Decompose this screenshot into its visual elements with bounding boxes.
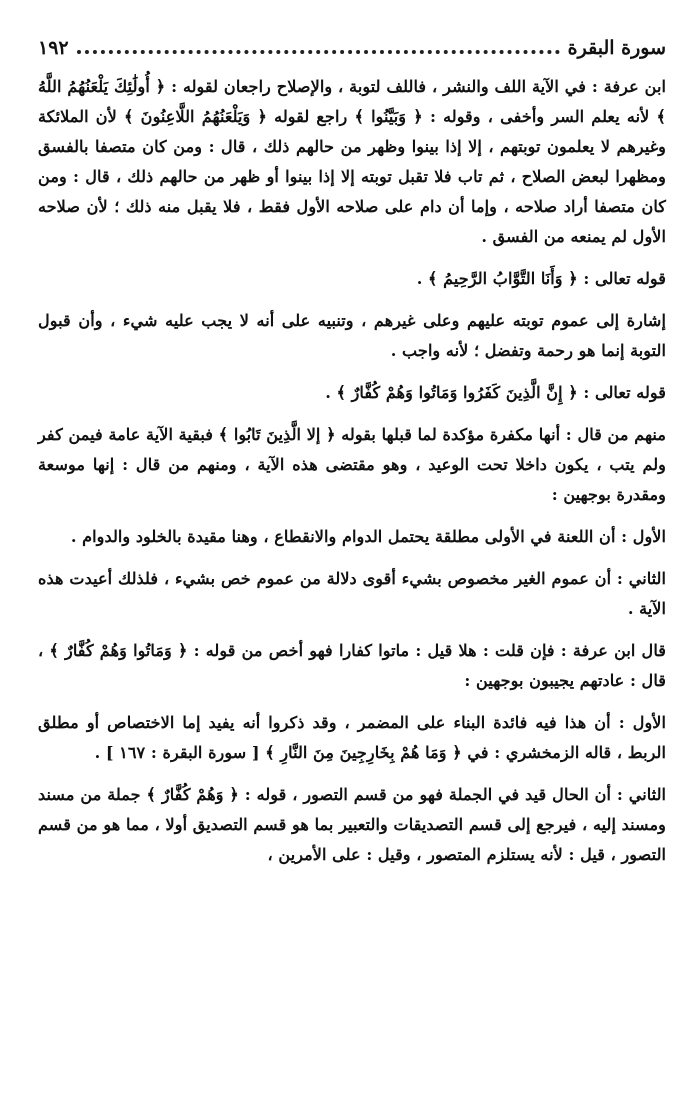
- page-header: [38, 34, 666, 62]
- paragraph: ابن عرفة : في الآية اللف والنشر ، فاللف لتوبة ، والإصلاح راجعان لقوله : ﴿ أُولَٰئِكَ يَلْعَنُهُمُ اللَّهُ ﴾ لأنه يعلم السر وأخفى ، وقوله : ﴿ وَبَيَّنُوا ﴾ راجع لقوله ﴿ وَيَلْعَنُهُمُ اللَّاعِنُونَ ﴾ لأن الملائكة وغيرهم لا يعلمون توبتهم ، إلا إذا بينوا وظهر من حالهم ذلك ، قال : ومن كان متصفا بالفسق ومظهرا لبعض الصلاح ، ثم تاب فلا تقبل توبته إلا إذا بينوا أو ظهر من حالهم ذلك ، قال : ومن كان متصفا أراد صلاحه ، وإما أن دام على صلاحه الأول فقط ، فلا يقبل منه ذلك ؛ لأن صلاحه الأول لم يمنعه من الفسق .: [38, 77, 666, 246]
- surah-title: سورة البقرة: [567, 37, 666, 59]
- paragraph: الأول : أن هذا فيه فائدة البناء على المضمر ، وقد ذكروا أنه يفيد إما الاختصاص أو مطلق الربط ، قاله الزمخشري : في ﴿ وَمَا هُمْ بِخَارِجِينَ مِنَ النَّارِ ﴾ [ سورة البقرة : ١٦٧ ] .: [38, 713, 666, 762]
- page-body: [38, 72, 666, 870]
- paragraph: الثاني : أن الحال قيد في الجملة فهو من قسم التصور ، قوله : ﴿ وَهُمْ كُفَّارٌ ﴾ جملة من مسند ومسند إليه ، فيرجع إلى قسم التصديقات والتعبير بما هو قسم التصديق أولا ، مما هو من قسم التصور ، قيل : لأنه يستلزم المتصور ، وقيل : على الأمرين ،: [38, 785, 666, 864]
- paragraph: الأول : أن اللعنة في الأولى مطلقة يحتمل الدوام والانقطاع ، وهنا مقيدة بالخلود والدوام .: [70, 527, 666, 546]
- paragraph: قال ابن عرفة : فإن قلت : هلا قيل : ماتوا كفارا فهو أخص من قوله : ﴿ وَمَاتُوا وَهُمْ كُفَّارٌ ﴾ ، قال : عادتهم يجيبون بوجهين :: [38, 641, 666, 690]
- paragraph: قوله تعالى : ﴿ إِنَّ الَّذِينَ كَفَرُوا وَمَاتُوا وَهُمْ كُفَّارٌ ﴾ .: [325, 383, 666, 402]
- paragraph: الثاني : أن عموم الغير مخصوص بشيء أقوى دلالة من عموم خص بشيء ، فلذلك أعيدت هذه الآية .: [38, 569, 666, 618]
- paragraph: قوله تعالى : ﴿ وَأَنَا التَّوَّابُ الرَّحِيمُ ﴾ .: [416, 269, 666, 288]
- header-dotted-leader: [77, 50, 560, 54]
- paragraph: إشارة إلى عموم توبته عليهم وعلى غيرهم ، وتنبيه على أنه لا يجب عليه شيء ، وأن قبول التوبة إنما هو رحمة وتفضل ؛ لأنه واجب .: [38, 311, 666, 360]
- page-number: ١٩٢: [38, 37, 69, 59]
- paragraph: منهم من قال : أنها مكفرة مؤكدة لما قبلها بقوله ﴿ إلا الَّذِينَ تَابُوا ﴾ فبقية الآية عامة فيمن كفر ولم يتب ، يكون داخلا تحت الوعيد ، وهو مقتضى هذه الآية ، ومنهم من قال : إنها موسعة ومقدرة بوجهين :: [38, 425, 666, 504]
